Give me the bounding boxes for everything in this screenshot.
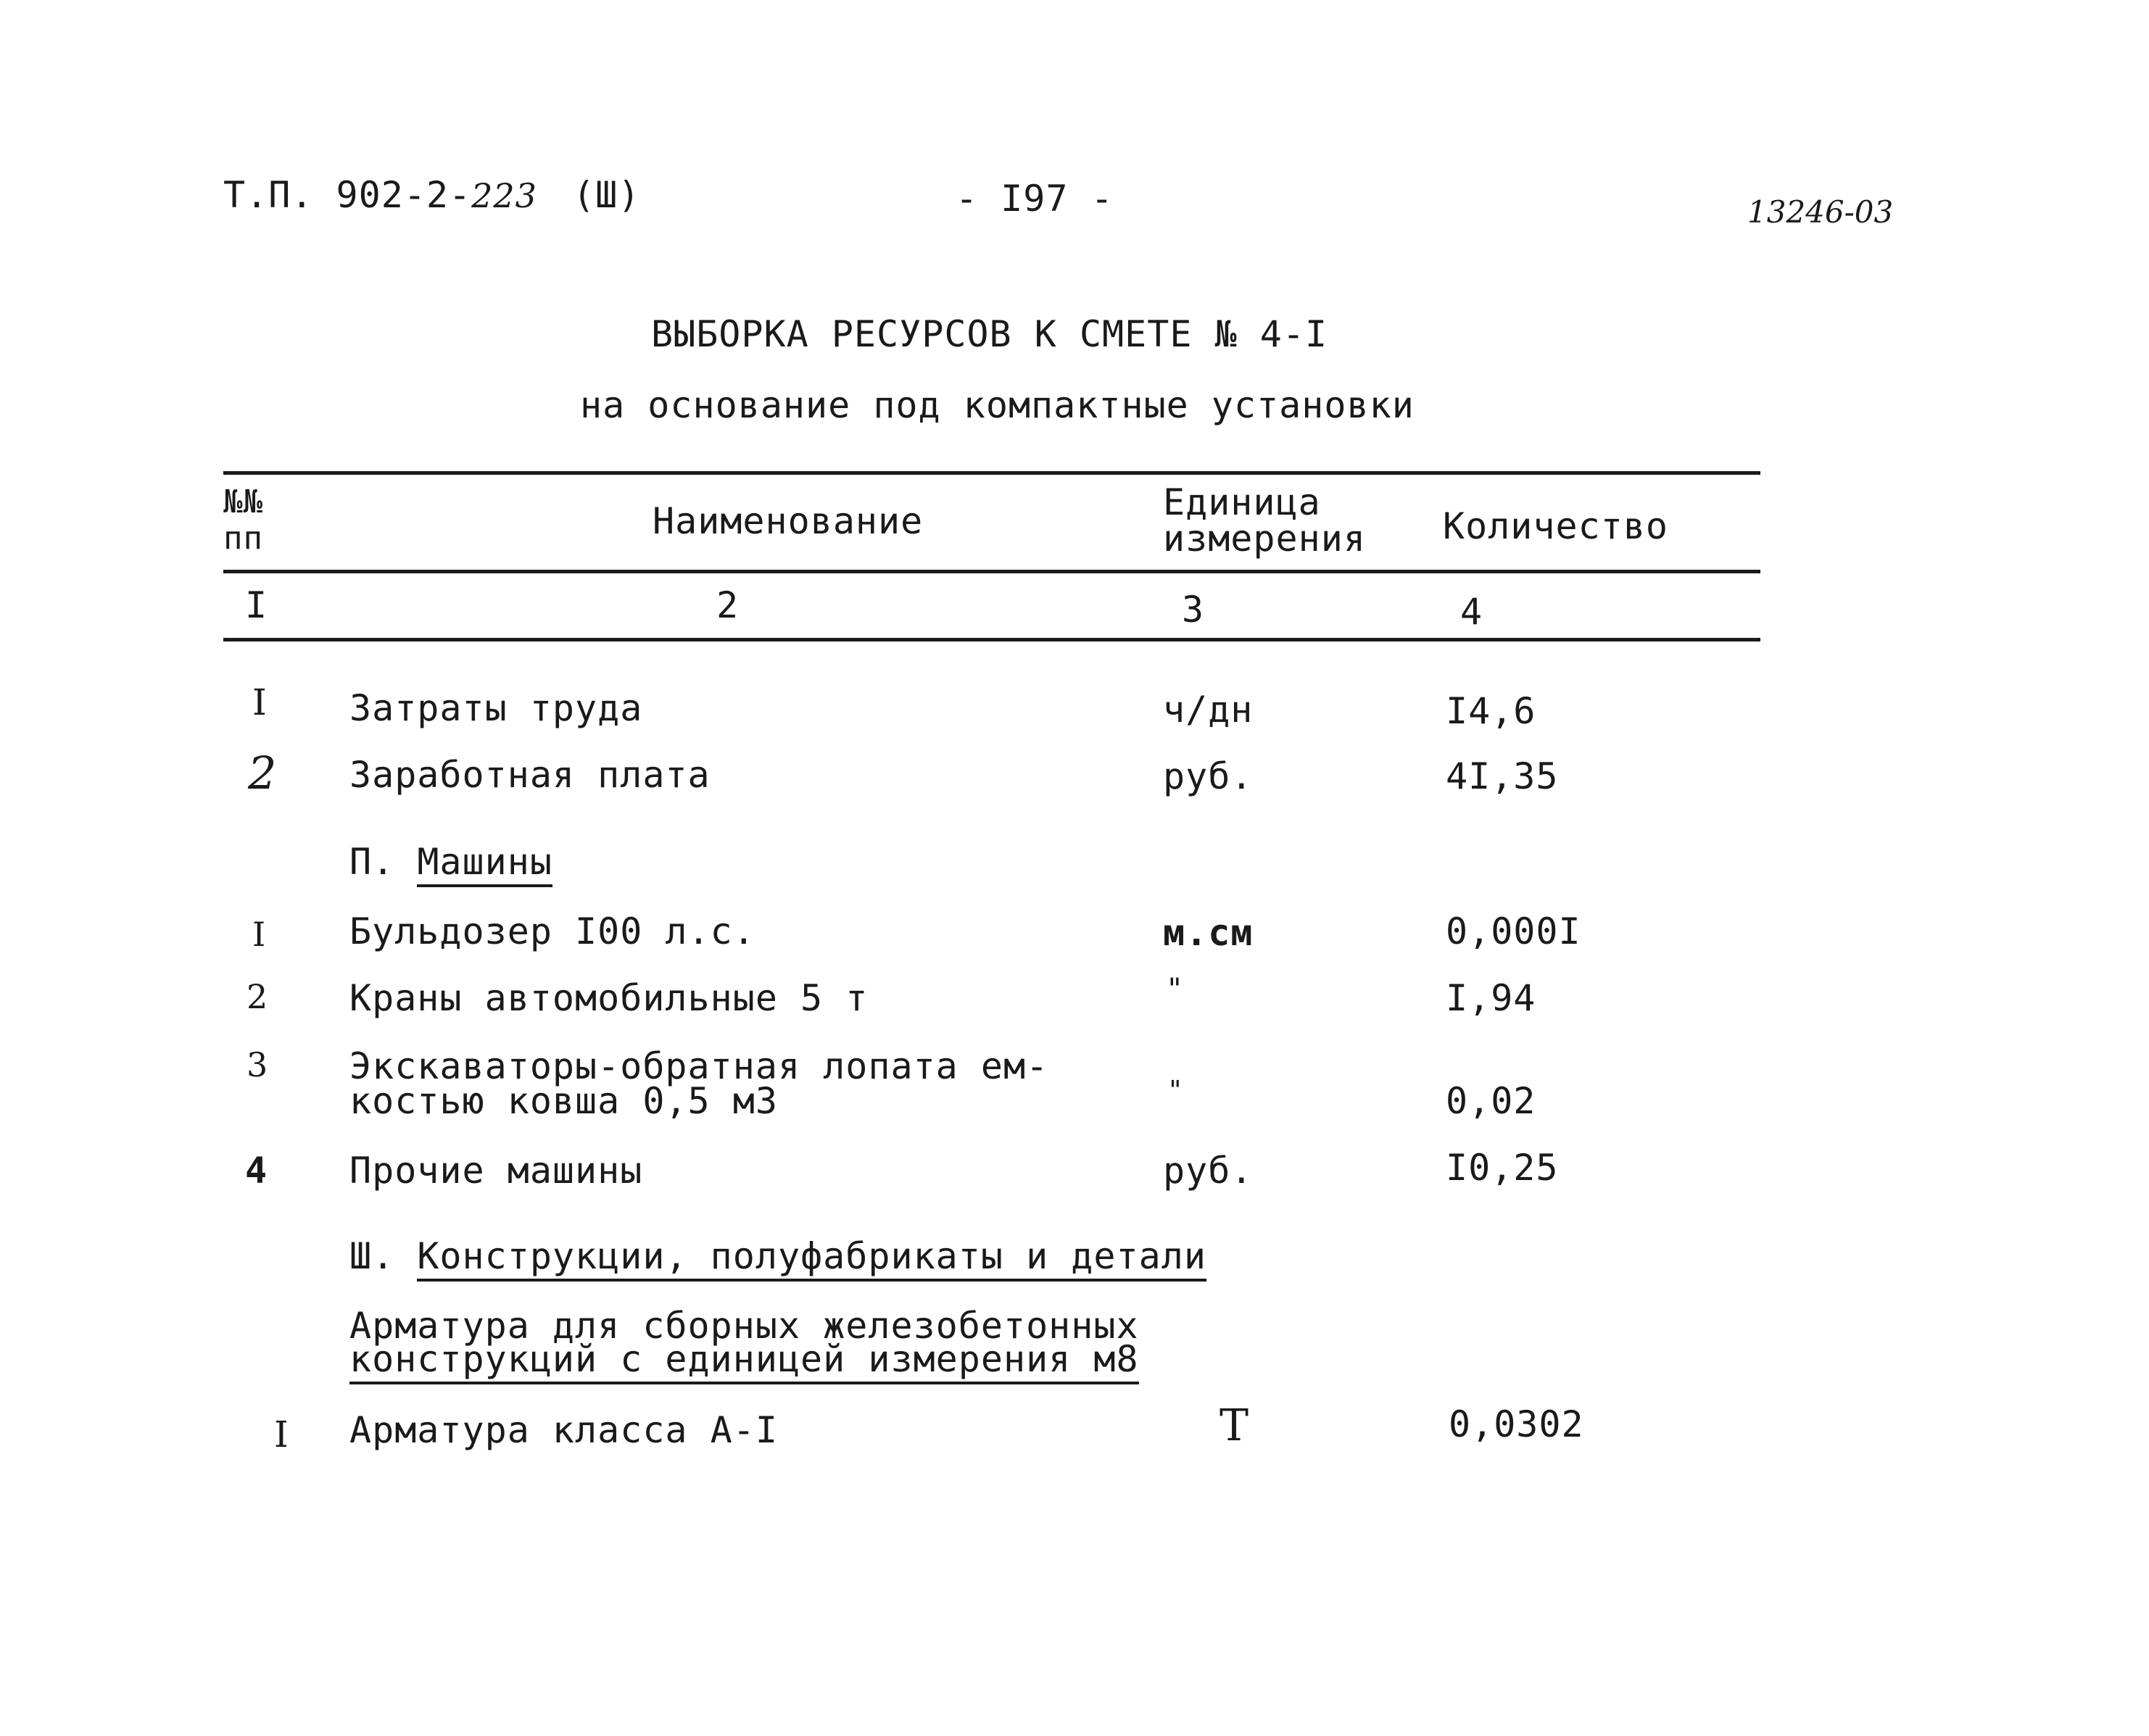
row-quantity: I4,6 [1446,690,1536,732]
row-quantity: I0,25 [1446,1147,1559,1189]
row-name: Заработная плата [349,754,711,796]
page-subtitle: на основание под компактные установки [580,384,1415,426]
column-header-name: Наименование [653,500,924,542]
section-heading-machines [349,841,552,883]
section-numeral: Ш. [349,1235,395,1277]
row-name: Арматура класса А-I [349,1409,778,1451]
section-title: Машины [417,841,552,887]
row-number: 2 [247,977,268,1016]
column-header-quantity: Количество [1443,505,1669,547]
section-numeral: П. [349,841,395,883]
row-number: 3 [247,1045,268,1084]
section-title: Конструкции, полуфабрикаты и детали [417,1235,1206,1282]
table-header-bottom-rule [223,638,1760,641]
subsection-heading-line-2: конструкций с единицей измерения м8 [349,1338,1139,1384]
row-unit: Т [1220,1400,1249,1451]
header-separator-rule [223,570,1760,573]
row-name: Краны автомобильные 5 т [349,977,869,1019]
row-unit: м.см [1163,912,1254,954]
column-number-1: I [245,584,268,626]
row-quantity: 0,02 [1446,1080,1536,1122]
subsection-heading-line-1: Арматура для сборных железобетонных [349,1305,1139,1347]
document-code-handwritten: 223 [471,176,537,215]
page-title: ВЫБОРКА РЕСУРСОВ К СМЕТЕ № 4-I [651,313,1328,355]
row-name: Прочие машины [349,1150,643,1192]
row-name: Затраты труда [349,687,643,729]
column-header-unit: Единица измерения [1163,481,1366,560]
row-number: 2 [248,747,277,800]
section-heading-constructions [349,1235,1206,1277]
row-number: I [252,681,267,723]
document-code-printed: Т.П. 902-2- [223,174,472,216]
column-number-2: 2 [716,584,740,626]
row-quantity: 4I,35 [1446,755,1559,797]
row-unit: руб. [1163,755,1254,797]
column-number-4: 4 [1460,591,1483,633]
row-unit: руб. [1163,1150,1254,1192]
column-header-number: №№ пп [223,483,263,557]
row-number: 4 [245,1150,268,1192]
table-top-rule [223,471,1760,475]
document-code [223,174,537,216]
row-name-line-1: Экскаваторы-обратная лопата ем- [349,1045,1049,1087]
row-name: Бульдозер I00 л.с. [349,910,755,952]
archive-code: 13246-03 [1747,194,1894,230]
row-number: I [274,1413,289,1455]
column-number-3: 3 [1182,589,1205,631]
row-unit: ч/дн [1163,689,1254,731]
page-number: - I97 - [956,178,1114,220]
row-quantity: 0,0302 [1449,1403,1584,1445]
row-unit: " [1166,973,1185,1006]
row-name-line-2: костью ковша 0,5 м3 [349,1080,778,1122]
album-number: (Ш) [573,174,641,216]
row-number: I [252,915,266,954]
row-quantity: 0,000I [1446,910,1581,952]
row-quantity: I,94 [1446,977,1536,1019]
row-unit: " [1167,1076,1184,1105]
